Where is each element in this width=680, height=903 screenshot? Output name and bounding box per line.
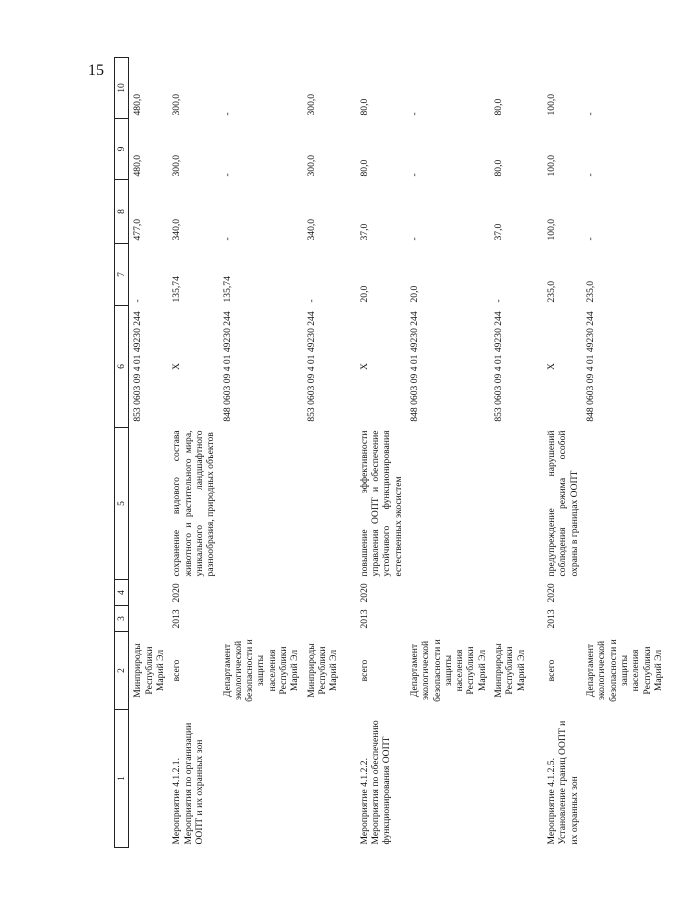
cell-c2: всего bbox=[358, 659, 370, 682]
cell-c9: - bbox=[408, 173, 420, 177]
cell-c2: Департамент экологической безопасности и защиты населения Республики Марий Эл bbox=[408, 639, 488, 702]
col-header: 9 bbox=[115, 119, 129, 180]
table-row bbox=[490, 58, 543, 848]
cell-c8: 340,0 bbox=[305, 218, 317, 241]
cell-c7: 20,0 bbox=[408, 285, 420, 303]
cell-c6: 848 0603 09 4 01 49230 244 bbox=[221, 311, 233, 422]
cell-c1: Мероприятие 4.1.2.1. Мероприятия по организации ООПТ и их охранных зон bbox=[171, 722, 205, 845]
cell-c9: 100,0 bbox=[546, 154, 557, 177]
cell-c8: - bbox=[584, 237, 596, 241]
cell-c2: Департамент экологической безопасности и защиты населения Республики Марий Эл bbox=[221, 639, 301, 702]
cell-c4 bbox=[219, 580, 303, 606]
cell-c10: 300,0 bbox=[171, 93, 183, 116]
cell-c2: всего bbox=[546, 659, 557, 682]
cell-c4 bbox=[406, 580, 490, 606]
cell-c6: Х bbox=[171, 363, 183, 370]
table-row bbox=[219, 58, 303, 848]
cell-c9: 80,0 bbox=[358, 159, 370, 177]
cell-c1 bbox=[303, 710, 356, 848]
cell-c10: - bbox=[221, 112, 233, 116]
cell-c3 bbox=[129, 606, 168, 632]
cell-c2: Минприроды Республики Марий Эл bbox=[305, 643, 340, 698]
col-header: 10 bbox=[115, 58, 129, 119]
cell-c5: предупреждение нарушений соблюдения режима особой охраны в границах ООПТ bbox=[546, 430, 580, 577]
cell-c3: 2013 bbox=[546, 609, 557, 629]
cell-c8: 477,0 bbox=[132, 218, 144, 241]
cell-c6: 853 0603 09 4 01 49230 244 bbox=[493, 311, 505, 422]
table-row bbox=[406, 58, 490, 848]
cell-c4 bbox=[129, 580, 168, 606]
cell-c9: - bbox=[221, 173, 233, 177]
cell-c2: Минприроды Республики Марий Эл bbox=[132, 643, 166, 698]
cell-c1 bbox=[490, 710, 543, 848]
cell-c3 bbox=[406, 606, 490, 632]
cell-c2: всего bbox=[171, 659, 183, 682]
col-header: 4 bbox=[115, 580, 129, 606]
table-body bbox=[129, 58, 680, 848]
cell-c10: 100,0 bbox=[546, 93, 557, 116]
cell-c7: - bbox=[305, 299, 317, 303]
cell-c9: 300,0 bbox=[305, 154, 317, 177]
cell-c5 bbox=[582, 428, 680, 580]
cell-c1 bbox=[582, 710, 680, 848]
cell-c6: Х bbox=[546, 363, 557, 370]
cell-c8: - bbox=[221, 237, 233, 241]
table-row bbox=[582, 58, 680, 848]
cell-c5 bbox=[303, 428, 356, 580]
col-header: 3 bbox=[115, 606, 129, 632]
cell-c4: 2020 bbox=[546, 583, 557, 603]
cell-c5 bbox=[219, 428, 303, 580]
rotated-table-area bbox=[114, 58, 664, 848]
cell-c3: 2013 bbox=[171, 609, 183, 629]
cell-c9: 80,0 bbox=[493, 159, 505, 177]
header-row bbox=[115, 58, 129, 848]
cell-c5 bbox=[406, 428, 490, 580]
cell-c5: повышение эффективности управления ООПТ и обеспечение устойчивого функционирования естественных экосистем bbox=[358, 430, 404, 577]
table-row bbox=[129, 58, 168, 848]
cell-c8: 100,0 bbox=[546, 218, 557, 241]
cell-c6: 848 0603 09 4 01 49230 244 bbox=[584, 311, 596, 422]
col-header: 2 bbox=[115, 632, 129, 710]
cell-c9: - bbox=[584, 173, 596, 177]
cell-c7: 135,74 bbox=[171, 276, 183, 303]
cell-c6: 853 0603 09 4 01 49230 244 bbox=[132, 311, 144, 422]
cell-c7: 20,0 bbox=[358, 285, 370, 303]
cell-c7: 235,0 bbox=[546, 280, 557, 303]
cell-c1 bbox=[406, 710, 490, 848]
col-header: 8 bbox=[115, 180, 129, 244]
table-row bbox=[543, 58, 582, 848]
col-header: 5 bbox=[115, 428, 129, 580]
cell-c4 bbox=[303, 580, 356, 606]
cell-c8: 37,0 bbox=[493, 223, 505, 241]
cell-c8: 37,0 bbox=[358, 223, 370, 241]
cell-c1 bbox=[219, 710, 303, 848]
table-row bbox=[303, 58, 356, 848]
cell-c7: - bbox=[493, 299, 505, 303]
col-header: 1 bbox=[115, 710, 129, 848]
table-row bbox=[168, 58, 218, 848]
cell-c1: Мероприятие 4.1.2.5. Установление границ ООПТ и их охранных зон bbox=[546, 720, 580, 845]
cell-c4 bbox=[490, 580, 543, 606]
cell-c10: 80,0 bbox=[358, 98, 370, 116]
page-number: 15 bbox=[88, 62, 104, 79]
cell-c7: 135,74 bbox=[221, 276, 233, 303]
cell-c6: 848 0603 09 4 01 49230 244 bbox=[408, 311, 420, 422]
cell-c5 bbox=[129, 428, 168, 580]
cell-c1: Мероприятие 4.1.2.2. Мероприятия по обеспечению функционирования ООПТ bbox=[358, 720, 393, 845]
col-header: 6 bbox=[115, 306, 129, 428]
cell-c6: Х bbox=[358, 363, 370, 370]
cell-c10: 80,0 bbox=[493, 98, 505, 116]
cell-c3 bbox=[303, 606, 356, 632]
cell-c7: - bbox=[132, 299, 144, 303]
cell-c3 bbox=[582, 606, 680, 632]
cell-c10: - bbox=[408, 112, 420, 116]
cell-c6: 853 0603 09 4 01 49230 244 bbox=[305, 311, 317, 422]
col-header: 7 bbox=[115, 244, 129, 306]
cell-c10: - bbox=[584, 112, 596, 116]
cell-c3 bbox=[490, 606, 543, 632]
cell-c5: сохранение видового состава животного и растительного мира, уникального ландшафтного разнообразия, природных объектов bbox=[171, 430, 217, 577]
cell-c2: Минприроды Республики Марий Эл bbox=[493, 643, 527, 698]
measures-table bbox=[114, 57, 680, 848]
cell-c3 bbox=[219, 606, 303, 632]
cell-c8: - bbox=[408, 237, 420, 241]
cell-c4: 2020 bbox=[358, 583, 370, 603]
cell-c9: 480,0 bbox=[132, 154, 144, 177]
table-row bbox=[356, 58, 406, 848]
cell-c1 bbox=[129, 710, 168, 848]
cell-c10: 480,0 bbox=[132, 93, 144, 116]
cell-c9: 300,0 bbox=[171, 154, 183, 177]
cell-c4 bbox=[582, 580, 680, 606]
cell-c10: 300,0 bbox=[305, 93, 317, 116]
cell-c5 bbox=[490, 428, 543, 580]
cell-c7: 235,0 bbox=[584, 280, 596, 303]
cell-c3: 2013 bbox=[358, 609, 370, 629]
cell-c4: 2020 bbox=[171, 583, 183, 603]
cell-c2: Департамент экологической безопасности и защиты населения Республики Марий Эл bbox=[584, 639, 664, 702]
cell-c8: 340,0 bbox=[171, 218, 183, 241]
